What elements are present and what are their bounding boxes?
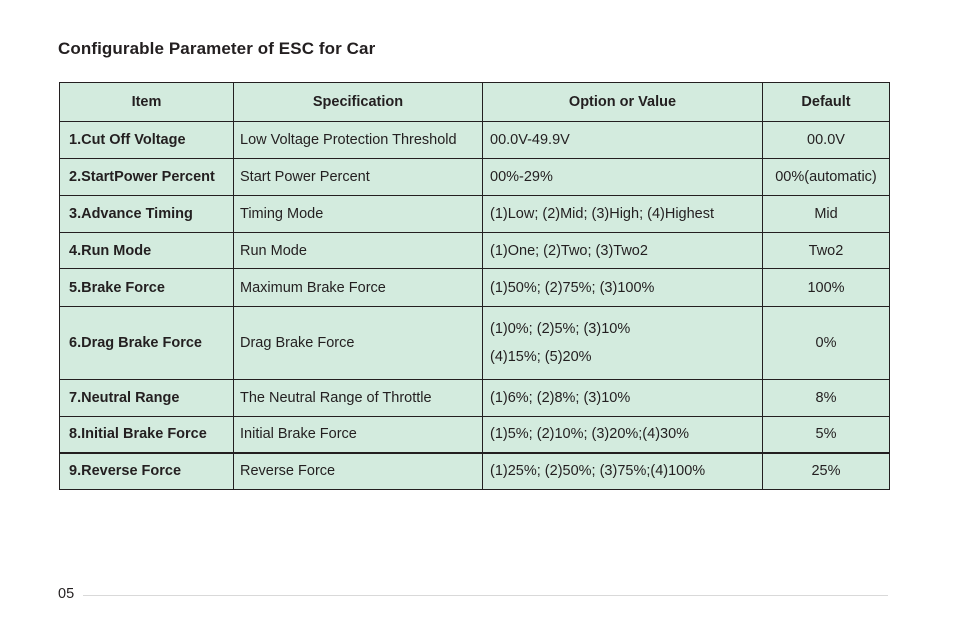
footer-divider: [83, 595, 888, 596]
option-line: (1)5%; (2)10%; (3)20%;(4)30%: [490, 426, 690, 443]
table-row: [60, 417, 890, 453]
header-option-or-value: Option or Value: [483, 83, 763, 122]
table-row: [60, 196, 890, 233]
option-line: 00.0V-49.9V: [490, 132, 570, 148]
default-cell: 00.0V: [763, 122, 890, 159]
item-cell: 9.Reverse Force: [60, 453, 234, 490]
default-cell: 100%: [763, 269, 890, 307]
spec-cell: Initial Brake Force: [234, 417, 483, 453]
default-cell: 00%(automatic): [763, 159, 890, 196]
spec-cell: Drag Brake Force: [234, 307, 483, 380]
spec-cell: Reverse Force: [234, 453, 483, 490]
table-row: [60, 159, 890, 196]
option-line: (1)One; (2)Two; (3)Two2: [490, 242, 648, 259]
option-line: (1)0%; (2)5%; (3)10%: [490, 321, 631, 337]
table-row: [60, 380, 890, 417]
option-line: (1)50%; (2)75%; (3)100%: [490, 279, 655, 296]
table-row: [60, 453, 890, 490]
spec-cell: Timing Mode: [234, 196, 483, 233]
option-line: (1)6%; (2)8%; (3)10%: [490, 390, 631, 406]
option-cell: [483, 269, 763, 307]
option-line: 00%-29%: [490, 169, 553, 185]
item-cell: 2.StartPower Percent: [60, 159, 234, 196]
item-cell: 1.Cut Off Voltage: [60, 122, 234, 159]
default-cell: 25%: [763, 453, 890, 490]
header-specification: Specification: [234, 83, 483, 122]
table-header-row: [60, 83, 890, 122]
option-line: (1)Low; (2)Mid; (3)High; (4)Highest: [490, 206, 715, 222]
item-cell: 3.Advance Timing: [60, 196, 234, 233]
table-row: [60, 269, 890, 307]
option-line: (1)25%; (2)50%; (3)75%;(4)100%: [490, 463, 706, 480]
item-cell: 6.Drag Brake Force: [60, 307, 234, 380]
option-cell: [483, 233, 763, 269]
table-row: [60, 122, 890, 159]
option-cell: [483, 380, 763, 417]
spec-cell: Start Power Percent: [234, 159, 483, 196]
item-cell: 4.Run Mode: [60, 233, 234, 269]
spec-cell: Run Mode: [234, 233, 483, 269]
spec-cell: Low Voltage Protection Threshold: [234, 122, 483, 159]
default-cell: Mid: [763, 196, 890, 233]
option-cell: [483, 417, 763, 453]
item-cell: 8.Initial Brake Force: [60, 417, 234, 453]
option-line: (4)15%; (5)20%: [490, 349, 592, 365]
header-item: Item: [60, 83, 234, 122]
page-number: 05: [58, 586, 75, 602]
default-cell: 0%: [763, 307, 890, 380]
spec-cell: Maximum Brake Force: [234, 269, 483, 307]
default-cell: Two2: [763, 233, 890, 269]
option-cell: [483, 307, 763, 380]
default-cell: 8%: [763, 380, 890, 417]
option-cell: [483, 122, 763, 159]
page-title: Configurable Parameter of ESC for Car: [58, 39, 376, 58]
item-cell: 7.Neutral Range: [60, 380, 234, 417]
table-row: [60, 307, 890, 380]
parameter-table: [59, 82, 890, 490]
option-cell: [483, 196, 763, 233]
spec-cell: The Neutral Range of Throttle: [234, 380, 483, 417]
option-cell: [483, 159, 763, 196]
default-cell: 5%: [763, 417, 890, 453]
option-cell: [483, 453, 763, 490]
table-row: [60, 233, 890, 269]
item-cell: 5.Brake Force: [60, 269, 234, 307]
header-default: Default: [763, 83, 890, 122]
